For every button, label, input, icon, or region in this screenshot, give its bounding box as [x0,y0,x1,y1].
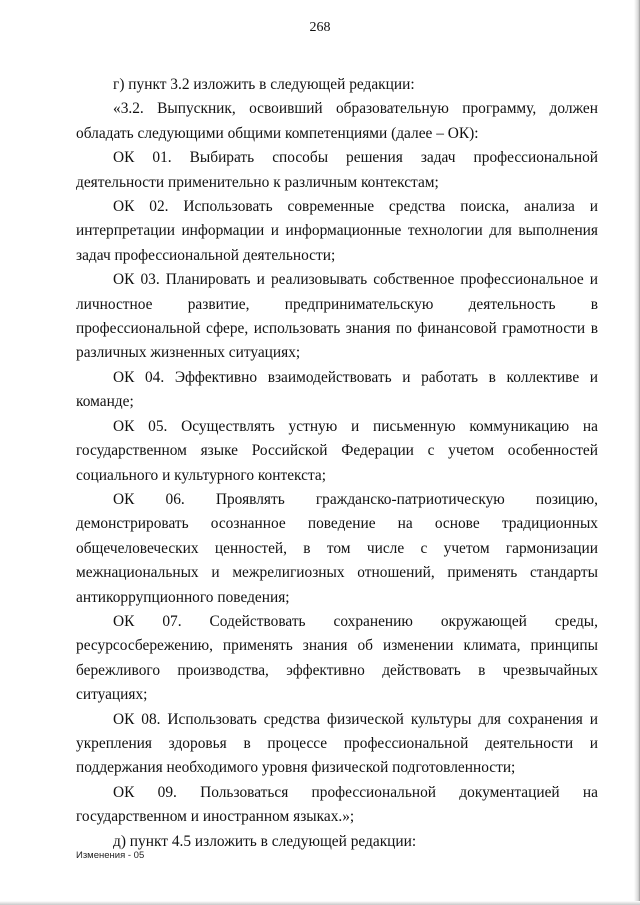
paragraph-amendment-g: г) пункт 3.2 изложить в следующей редакции: [113,76,415,93]
paragraph-ok-02: ОК 02. Использовать современные средства поиска, анализа и интерпретации информации и информационные технологии для выполнения задач профессиональной деятельности; [76,198,598,264]
scan-bottom-shadow [0,901,640,905]
page-number: 268 [309,20,331,35]
scan-edge-shadow [634,0,640,905]
paragraph-ok-06: ОК 06. Проявлять гражданско-патриотическую позицию, демонстрировать осознанное поведение на основе традиционных общечеловеческих ценностей, в том числе с учетом гармонизации межнациональных и межрелигиозных отношений, применять стандарты антикоррупционного поведения; [76,490,598,606]
paragraph-ok-05: ОК 05. Осуществлять устную и письменную коммуникацию на государственном языке Российской Федерации с учетом особенностей социального и культурного контекста; [76,417,598,484]
page-footer: Изменения - 05 [76,850,145,861]
paragraph-ok-09: ОК 09. Пользоваться профессиональной документацией на государственном и иностранном языках.»; [76,783,598,826]
paragraph-ok-08: ОК 08. Использовать средства физической культуры для сохранения и укрепления здоровья в процессе профессиональной деятельности и поддержания необходимого уровня физической подготовленности; [76,710,598,777]
paragraph-clause-3-2: «3.2. Выпускник, освоивший образовательную программу, должен обладать следующими общими компетенциями (далее – ОК): [76,100,598,142]
paragraph-ok-03: ОК 03. Планировать и реализовывать собственное профессиональное и личностное развитие, предпринимательскую деятельность в профессиональной сфере, использовать знания по финансовой грамотности в различных жизненных ситуациях; [76,271,598,362]
paragraph-ok-01: ОК 01. Выбирать способы решения задач профессиональной деятельности применительно к различным контекстам; [76,149,598,191]
document-body [76,73,598,854]
paragraph-ok-07: ОК 07. Содействовать сохранению окружающей среды, ресурсосбережению, применять знания об изменении климата, принципы бережливого производства, эффективно действовать в чрезвычайных ситуациях; [76,612,598,704]
paragraph-amendment-d: д) пункт 4.5 изложить в следующей редакции: [113,832,417,850]
paragraph-ok-04: ОК 04. Эффективно взаимодействовать и работать в коллективе и команде; [76,368,598,411]
